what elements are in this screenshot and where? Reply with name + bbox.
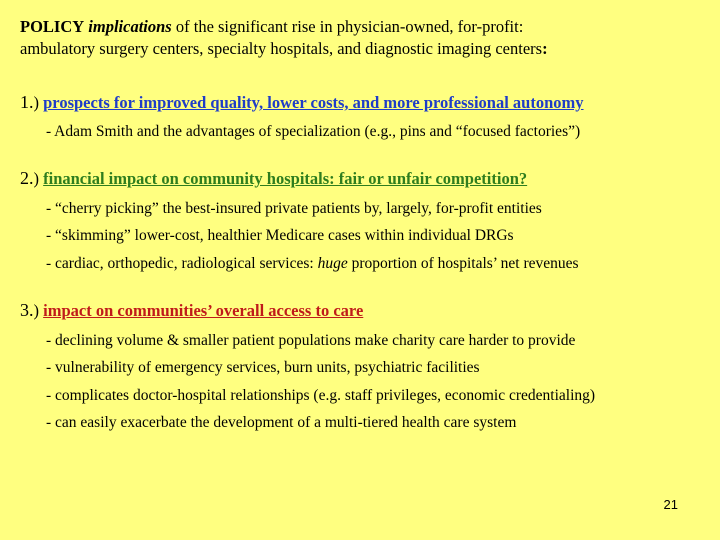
section-3-bullet-1: - declining volume & smaller patient populations make charity care harder to provide: [46, 332, 576, 349]
slide-header: [20, 16, 710, 60]
section-1-bullet-1: - Adam Smith and the advantages of specialization (e.g., pins and “focused factories”): [46, 123, 581, 140]
section-2-number: 2.: [20, 168, 34, 188]
section-2-title: financial impact on community hospitals: fair or unfair competition?: [43, 169, 528, 188]
section-3-bullet-2: - vulnerability of emergency services, burn units, psychiatric facilities: [46, 359, 480, 376]
page-number: 21: [663, 497, 678, 512]
section-3-bullet-3: - complicates doctor-hospital relationships (e.g. staff privileges, economic credentialing): [46, 387, 596, 404]
section-2-paren: ): [33, 169, 39, 188]
section-2-bullet-1: - “cherry picking” the best-insured private patients by, largely, for-profit entities: [46, 200, 542, 217]
section-2-bullet-3-emphasis: huge: [317, 255, 348, 272]
section-2-bullet-3-pre: - cardiac, orthopedic, radiological services:: [46, 255, 318, 272]
section-2-bullet-3: [46, 254, 716, 274]
section-2-heading: [20, 168, 710, 189]
section-3-bullet-4: - can easily exacerbate the development of a multi-tiered health care system: [46, 414, 517, 431]
section-3-title: impact on communities’ overall access to care: [43, 301, 364, 320]
section-3-number: 3.: [20, 300, 34, 320]
section-3-paren: ): [33, 301, 39, 320]
header-colon: :: [542, 39, 548, 58]
section-2-bullet-2: - “skimming” lower-cost, healthier Medicare cases within individual DRGs: [46, 227, 514, 244]
header-implications: implications: [88, 17, 172, 36]
header-line2: ambulatory surgery centers, specialty hospitals, and diagnostic imaging centers: [20, 39, 543, 58]
header-policy: POLICY: [20, 17, 85, 36]
section-2-bullet-3-post: proportion of hospitals’ net revenues: [347, 255, 579, 272]
section-1-heading: [20, 92, 710, 113]
section-1-title: prospects for improved quality, lower costs, and more professional autonomy: [43, 93, 584, 112]
header-rest: of the significant rise in physician-owned, for-profit:: [171, 17, 524, 36]
section-1-number: 1.: [20, 92, 34, 112]
section-1-paren: ): [33, 93, 39, 112]
section-3-heading: [20, 300, 710, 321]
